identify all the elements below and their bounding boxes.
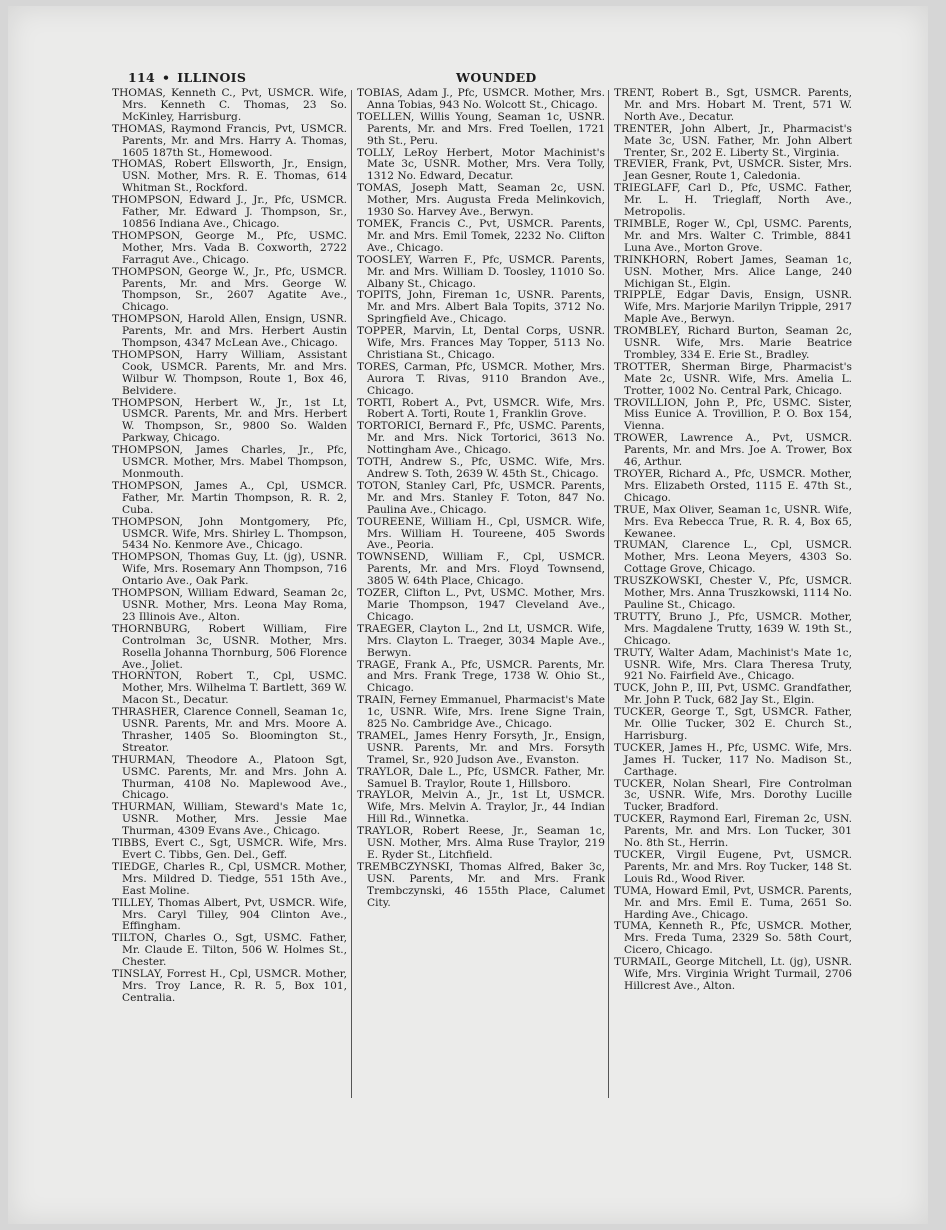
casualty-entry	[357, 398, 605, 422]
entry-surname: TOMAS,	[357, 182, 402, 195]
state-name: ILLINOIS	[177, 70, 247, 85]
entry-surname: TOPITS,	[357, 289, 402, 302]
entry-details: George M., Pfc, USMC. Mother, Mrs. Vada B. Coxworth, 2722 Farragut Ave., Chicago.	[122, 229, 348, 266]
entry-details: Walter Adam, Machinist's Mate 1c, USNR. Wife, Mrs. Clara Theresa Truty, 921 No. Fairfield Ave., Chicago.	[624, 646, 852, 683]
entry-surname: THOMAS,	[112, 122, 166, 135]
casualty-entry	[357, 112, 605, 148]
entry-details: George Mitchell, Lt. (jg), USNR. Wife, Mrs. Virginia Wright Turmail, 2706 Hillcrest Ave., Alton.	[624, 956, 853, 992]
entry-surname: TOPPER,	[357, 325, 407, 338]
entry-surname: TRAYLOR,	[357, 825, 414, 838]
casualty-entry	[614, 124, 852, 160]
entry-details: Warren F., Pfc, USMCR. Parents, Mr. and Mrs. William D. Toosley, 11010 So. Albany St., Chicago.	[367, 253, 605, 290]
entry-surname: TRUTY,	[614, 646, 655, 659]
entry-surname: TROWER,	[614, 432, 668, 445]
casualty-entry	[614, 326, 852, 362]
entry-details: William H., Cpl, USMCR. Wife, Mrs. William H. Toureene, 405 Swords Ave., Peoria.	[367, 515, 605, 552]
page-header	[128, 70, 868, 88]
casualty-entry	[112, 802, 347, 838]
entry-details: Charles O., Sgt, USMC. Father, Mr. Claude E. Tilton, 506 W. Holmes St., Chester.	[122, 932, 347, 969]
entry-details: Marvin, Lt, Dental Corps, USNR. Wife, Mrs. Frances May Topper, 5113 No. Christiana St., Chicago.	[367, 325, 605, 361]
entry-surname: TROVILLION,	[614, 396, 689, 409]
entry-surname: TRAYLOR,	[357, 765, 414, 778]
entry-surname: TRAEGER,	[357, 622, 415, 635]
entry-details: LeRoy Herbert, Motor Machinist's Mate 3c, USNR. Mother, Mrs. Vera Tolly, 1312 No. Edward, Decatur.	[367, 146, 605, 183]
entry-surname: TOOSLEY,	[357, 253, 413, 266]
entry-details: Sherman Birge, Pharmacist's Mate 2c, USNR. Wife, Mrs. Amelia L. Trotter, 1002 No. Central Park, Chicago.	[624, 360, 852, 397]
entry-surname: THOMPSON,	[112, 396, 183, 409]
entry-details: Edgar Davis, Ensign, USNR. Wife, Mrs. Marjorie Marilyn Tripple, 2917 Maple Ave., Berwyn.	[624, 289, 852, 326]
casualty-entry	[112, 481, 347, 517]
column-2	[357, 88, 605, 910]
bullet-separator: •	[162, 70, 171, 85]
entry-surname: TOMEK,	[357, 217, 403, 230]
entry-surname: TORTI,	[357, 396, 396, 409]
entry-surname: TORES,	[357, 360, 399, 373]
entry-details: Roger W., Cpl, USMC. Parents, Mr. and Mrs. Walter C. Trimble, 8841 Luna Ave., Morton Grove.	[624, 217, 852, 254]
entry-details: Clarence Connell, Seaman 1c, USNR. Parents, Mr. and Mrs. Moore A. Thrasher, 1405 So. Bloomington St., Streator.	[122, 706, 347, 754]
entry-surname: TRUTTY,	[614, 610, 662, 623]
entry-details: Bernard F., Pfc, USMC. Parents, Mr. and Mrs. Nick Tortorici, 3613 No. Nottingham Ave., Chicago.	[367, 420, 606, 457]
casualty-entry	[614, 505, 852, 541]
entry-surname: TUMA,	[614, 884, 652, 897]
entry-details: Virgil Eugene, Pvt, USMCR. Parents, Mr. and Mrs. Roy Tucker, 148 St. Louis Rd., Wood River.	[624, 849, 852, 885]
casualty-entry	[614, 255, 852, 291]
casualty-entry	[112, 969, 347, 1005]
entry-surname: THOMPSON,	[112, 515, 183, 528]
entry-surname: TREMBCZYNSKI,	[357, 860, 454, 873]
casualty-entry	[614, 814, 852, 850]
entry-surname: THOMPSON,	[112, 229, 183, 242]
entry-surname: THOMPSON,	[112, 194, 183, 207]
entry-surname: TOLLY,	[357, 146, 396, 159]
casualty-entry	[357, 481, 605, 517]
column-1	[112, 88, 347, 1005]
entry-details: Dale L., Pfc, USMCR. Father, Mr. Samuel B. Traylor, Route 1, Hillsboro.	[367, 765, 605, 790]
entry-details: Robert William, Fire Controlman 3c, USNR. Mother, Mrs. Rosella Johanna Thornburg, 506 Florence Ave., Joliet.	[122, 622, 348, 671]
casualty-entry	[357, 588, 605, 624]
entry-surname: TRAYLOR,	[357, 789, 414, 802]
casualty-entry	[614, 886, 852, 922]
entry-details: Forrest H., Cpl, USMCR. Mother, Mrs. Troy Lance, R. R. 5, Box 101, Centralia.	[122, 968, 347, 1004]
entry-details: Kenneth C., Pvt, USMCR. Wife, Mrs. Kenneth C. Thomas, 23 So. McKinley, Harrisburg.	[122, 87, 347, 123]
entry-surname: TRIEGLAFF,	[614, 182, 681, 195]
casualty-entry	[357, 862, 605, 910]
casualty-entry	[357, 290, 605, 326]
entry-details: Kenneth R., Pfc, USMCR. Mother, Mrs. Freda Tuma, 2329 So. 58th Court, Cicero, Chicago.	[624, 920, 852, 957]
entry-surname: TRUSZKOWSKI,	[614, 575, 703, 588]
casualty-entry	[614, 850, 852, 886]
casualty-entry	[614, 743, 852, 779]
entry-details: Nolan Shearl, Fire Controlman 3c, USNR. Wife, Mrs. Dorothy Lucille Tucker, Bradford.	[624, 777, 852, 814]
casualty-entry	[357, 183, 605, 219]
entry-surname: TRIMBLE,	[614, 217, 670, 230]
entry-details: Francis C., Pvt, USMCR. Parents, Mr. and Mrs. Emil Tomek, 2232 No. Clifton Ave., Chicago.	[367, 217, 605, 254]
entry-surname: TORTORICI,	[357, 420, 425, 433]
casualty-entry	[357, 88, 605, 112]
entry-details: James Henry Forsyth, Jr., Ensign, USNR. Parents, Mr. and Mrs. Forsyth Tramel, Sr., 920 Judson Ave., Evanston.	[367, 729, 605, 766]
entry-details: William, Steward's Mate 1c, USNR. Mother, Mrs. Jessie Mae Thurman, 4309 Evans Ave., Chicago.	[122, 801, 347, 838]
entry-surname: TRUE,	[614, 503, 650, 516]
entry-details: Bruno J., Pfc, USMCR. Mother, Mrs. Magdalene Trutty, 1639 W. 19th St., Chicago.	[624, 610, 852, 647]
casualty-entry	[112, 350, 347, 398]
entry-surname: THOMPSON,	[112, 265, 183, 278]
entry-details: Carl D., Pfc, USMC. Father, Mr. L. H. Trieglaff, North Ave., Metropolis.	[624, 182, 852, 219]
entry-details: Evert C., Sgt, USMCR. Wife, Mrs. Evert C. Tibbs, Gen. Del., Geff.	[122, 837, 347, 861]
entry-details: Herbert W., Jr., 1st Lt, USMCR. Parents, Mr. and Mrs. Herbert W. Thompson, Sr., 9800 So. Walden Parkway, Chicago.	[122, 396, 347, 445]
casualty-entry	[357, 695, 605, 731]
casualty-entry	[614, 183, 852, 219]
entry-details: Robert Ellsworth, Jr., Ensign, USN. Mother, Mrs. R. E. Thomas, 614 Whitman St., Rockford.	[122, 158, 348, 195]
entry-details: Carman, Pfc, USMCR. Mother, Mrs. Aurora T. Rivas, 9110 Brandon Ave., Chicago.	[367, 360, 605, 397]
entry-details: Raymond Francis, Pvt, USMCR. Parents, Mr. and Mrs. Harry A. Thomas, 1605 187th St., Homewood.	[122, 122, 347, 159]
casualty-entry	[112, 159, 347, 195]
entry-details: Max Oliver, Seaman 1c, USNR. Wife, Mrs. Eva Rebecca True, R. R. 4, Box 65, Kewanee.	[624, 503, 852, 540]
entry-details: John, Fireman 1c, USNR. Parents, Mr. and Mrs. Albert Bala Topits, 3712 No. Springfield Ave., Chicago.	[367, 289, 606, 326]
entry-details: John P., III, Pvt, USMC. Grandfather, Mr. John P. Tuck, 682 Jay St., Elgin.	[624, 682, 852, 707]
entry-surname: TUCK,	[614, 682, 650, 695]
casualty-entry	[357, 421, 605, 457]
entry-surname: THOMAS,	[112, 158, 166, 171]
entry-surname: TOUREENE,	[357, 515, 426, 528]
entry-details: Robert B., Sgt, USMCR. Parents, Mr. and Mrs. Hobart M. Trent, 571 W. North Ave., Decatur.	[624, 87, 852, 123]
entry-details: James A., Cpl, USMCR. Father, Mr. Martin Thompson, R. R. 2, Cuba.	[122, 479, 347, 516]
entry-surname: THORNBURG,	[112, 622, 191, 635]
entry-details: Clayton L., 2nd Lt, USMCR. Wife, Mrs. Clayton L. Traeger, 3034 Maple Ave., Berwyn.	[367, 622, 605, 659]
entry-details: James Charles, Jr., Pfc, USMCR. Mother, Mrs. Mabel Thompson, Monmouth.	[122, 444, 347, 480]
entry-surname: TRINKHORN,	[614, 253, 689, 266]
casualty-entry	[614, 159, 852, 183]
casualty-entry	[112, 398, 347, 446]
casualty-entry	[357, 457, 605, 481]
entry-surname: THOMPSON,	[112, 348, 183, 361]
casualty-entry	[112, 862, 347, 898]
casualty-entry	[112, 898, 347, 934]
casualty-entry	[614, 612, 852, 648]
entry-surname: THOMPSON,	[112, 313, 183, 326]
entry-details: Robert A., Pvt, USMCR. Wife, Mrs. Robert A. Torti, Route 1, Franklin Grove.	[367, 396, 605, 421]
casualty-entry	[614, 88, 852, 124]
entry-surname: TRAMEL,	[357, 729, 409, 742]
entry-surname: TILLEY,	[112, 896, 155, 909]
entry-surname: TOELLEN,	[357, 110, 415, 123]
casualty-entry	[614, 290, 852, 326]
entry-details: Edward J., Jr., Pfc, USMCR. Father, Mr. Edward J. Thompson, Sr., 10856 Indiana Ave., Chicago.	[122, 194, 347, 230]
entry-details: Andrew S., Pfc, USMC. Wife, Mrs. Andrew S. Toth, 2639 W. 45th St., Chicago.	[367, 456, 605, 480]
casualty-entry	[614, 433, 852, 469]
entry-details: Thomas Albert, Pvt, USMCR. Wife, Mrs. Caryl Tilley, 904 Clinton Ave., Effingham.	[122, 896, 347, 933]
section-title: WOUNDED	[456, 70, 537, 85]
casualty-entry	[357, 731, 605, 767]
entry-details: Robert T., Cpl, USMC. Mother, Mrs. Wilhelma T. Bartlett, 369 W. Macon St., Decatur.	[122, 670, 347, 707]
casualty-entry	[357, 362, 605, 398]
casualty-entry	[112, 314, 347, 350]
entry-surname: TRUMAN,	[614, 539, 669, 552]
entry-surname: TIBBS,	[112, 837, 150, 850]
entry-details: Theodore A., Platoon Sgt, USMC. Parents, Mr. and Mrs. John A. Thurman, 4108 No. Maplewood Ave., Chicago.	[122, 753, 347, 802]
casualty-entry	[112, 195, 347, 231]
casualty-entry	[357, 624, 605, 660]
entry-details: Richard A., Pfc, USMCR. Mother, Mrs. Elizabeth Orsted, 1115 E. 47th St., Chicago.	[624, 468, 853, 504]
entry-surname: TRAGE,	[357, 658, 400, 671]
entry-details: Ferney Emmanuel, Pharmacist's Mate 1c, USNR. Wife, Mrs. Irene Signe Train, 825 No. Cambridge Ave., Chicago.	[367, 694, 605, 731]
entry-surname: TOTON,	[357, 479, 401, 492]
casualty-entry	[112, 624, 347, 672]
casualty-entry	[112, 445, 347, 481]
entry-surname: TREVIER,	[614, 158, 668, 171]
entry-surname: TOWNSEND,	[357, 551, 429, 564]
entry-details: Frank, Pvt, USMCR. Sister, Mrs. Jean Gesner, Route 1, Caledonia.	[624, 158, 853, 183]
entry-surname: THURMAN,	[112, 753, 176, 766]
entry-details: Thomas Guy, Lt. (jg), USNR. Wife, Mrs. Rosemary Ann Thompson, 716 Ontario Ave., Oak Park.	[122, 551, 347, 588]
casualty-entry	[357, 790, 605, 826]
casualty-entry	[614, 683, 852, 707]
entry-surname: TUCKER,	[614, 849, 666, 861]
casualty-entry	[614, 707, 852, 743]
entry-details: George T., Sgt, USMCR. Father, Mr. Ollie Tucker, 302 E. Church St., Harrisburg.	[624, 706, 852, 742]
entry-surname: TUCKER,	[614, 813, 666, 826]
entry-details: George W., Jr., Pfc, USMCR. Parents, Mr. and Mrs. George W. Thompson, Sr., 2607 Agatite Ave., Chicago.	[122, 265, 347, 314]
casualty-entry	[112, 933, 347, 969]
casualty-entry	[112, 231, 347, 267]
casualty-entry	[614, 648, 852, 684]
entry-surname: THOMAS,	[112, 87, 166, 99]
entry-details: John Albert, Jr., Pharmacist's Mate 3c, USN. Father, Mr. John Albert Trenter, Sr., 202 E. Liberty St., Virginia.	[624, 122, 852, 159]
entry-surname: TRENT,	[614, 87, 655, 99]
entry-details: Adam J., Pfc, USMCR. Mother, Mrs. Anna Tobias, 943 No. Wolcott St., Chicago.	[367, 87, 605, 111]
entry-details: Raymond Earl, Fireman 2c, USN. Parents, Mr. and Mrs. Lon Tucker, 301 No. 8th St., Herrin.	[624, 813, 853, 850]
entry-surname: THOMPSON,	[112, 479, 183, 492]
casualty-entry	[112, 755, 347, 803]
entry-surname: TRAIN,	[357, 694, 396, 707]
entry-details: John P., Pfc, USMC. Sister, Miss Eunice A. Trovillion, P. O. Box 154, Vienna.	[624, 396, 852, 433]
casualty-entry	[357, 767, 605, 791]
casualty-entry	[614, 219, 852, 255]
casualty-entry	[357, 552, 605, 588]
entry-details: Joseph Matt, Seaman 2c, USN. Mother, Mrs. Augusta Freda Melinkovich, 1930 So. Harvey Ave., Berwyn.	[367, 182, 605, 219]
entry-surname: TROMBLEY,	[614, 325, 681, 338]
casualty-entry	[112, 552, 347, 588]
entry-details: Stanley Carl, Pfc, USMCR. Parents, Mr. and Mrs. Stanley F. Toton, 847 No. Paulina Ave., Chicago.	[367, 479, 605, 516]
entry-details: Clarence L., Cpl, USMCR. Mother, Mrs. Leona Meyers, 4303 So. Cottage Grove, Chicago.	[624, 539, 852, 576]
entry-surname: TUMA,	[614, 920, 652, 933]
page-number: 114	[128, 70, 155, 85]
entry-surname: THRASHER,	[112, 706, 180, 719]
entry-details: Clifton L., Pvt, USMC. Mother, Mrs. Marie Thompson, 1947 Cleveland Ave., Chicago.	[367, 587, 605, 623]
entry-surname: THOMPSON,	[112, 551, 183, 564]
casualty-entry	[112, 124, 347, 160]
casualty-entry	[614, 469, 852, 505]
entry-surname: THOMPSON,	[112, 587, 183, 600]
casualty-entry	[112, 671, 347, 707]
casualty-entry	[357, 826, 605, 862]
entry-details: Robert James, Seaman 1c, USN. Mother, Mrs. Alice Lange, 240 Michigan St., Elgin.	[624, 253, 852, 290]
entry-details: Frank A., Pfc, USMCR. Parents, Mr. and Mrs. Frank Trege, 1738 W. Ohio St., Chicago.	[367, 658, 605, 695]
entry-surname: TOZER,	[357, 587, 400, 600]
entry-surname: TIEDGE,	[112, 860, 160, 873]
entry-surname: TOTH,	[357, 456, 393, 469]
entry-surname: TOBIAS,	[357, 87, 403, 99]
casualty-entry	[357, 148, 605, 184]
casualty-entry	[112, 267, 347, 315]
column-3	[614, 88, 852, 993]
entry-details: Howard Emil, Pvt, USMCR. Parents, Mr. and Mrs. Emil E. Tuma, 2651 So. Harding Ave., Chicago.	[624, 884, 852, 921]
entry-surname: TINSLAY,	[112, 968, 164, 981]
entry-details: Lawrence A., Pvt, USMCR. Parents, Mr. and Mrs. Joe A. Trower, Box 46, Arthur.	[624, 432, 852, 469]
casualty-entry	[614, 576, 852, 612]
casualty-entry	[112, 707, 347, 755]
entry-details: William F., Cpl, USMCR. Parents, Mr. and Mrs. Floyd Townsend, 3805 W. 64th Place, Chicago.	[367, 551, 605, 588]
entry-details: John Montgomery, Pfc, USMCR. Wife, Mrs. Shirley L. Thompson, 5434 No. Kenmore Ave., Chicago.	[122, 515, 347, 552]
entry-details: William Edward, Seaman 2c, USNR. Mother, Mrs. Leona May Roma, 23 Illinois Ave., Alton.	[122, 587, 347, 623]
entry-surname: TUCKER,	[614, 741, 666, 754]
casualty-entry	[357, 219, 605, 255]
column-divider	[608, 90, 609, 1098]
casualty-entry	[112, 588, 347, 624]
entry-surname: THORNTON,	[112, 670, 182, 683]
casualty-entry	[614, 957, 852, 993]
entry-surname: TILTON,	[112, 932, 158, 945]
casualty-entry	[112, 88, 347, 124]
entry-details: Harry William, Assistant Cook, USMCR. Parents, Mr. and Mrs. Wilbur W. Thompson, Route 1, Box 46, Belvidere.	[122, 348, 347, 397]
entry-details: Melvin A., Jr., 1st Lt, USMCR. Wife, Mrs. Melvin A. Traylor, Jr., 44 Indian Hill Rd., Winnetka.	[367, 789, 605, 826]
entry-surname: TRENTER,	[614, 122, 673, 135]
casualty-entry	[357, 660, 605, 696]
entry-surname: TURMAIL,	[614, 956, 672, 969]
casualty-entry	[357, 326, 605, 362]
entry-surname: TUCKER,	[614, 706, 666, 719]
casualty-entry	[614, 362, 852, 398]
casualty-entry	[614, 779, 852, 815]
entry-surname: THOMPSON,	[112, 444, 183, 457]
casualty-entry	[614, 540, 852, 576]
entry-details: Charles R., Cpl, USMCR. Mother, Mrs. Mildred D. Tiedge, 551 15th Ave., East Moline.	[122, 860, 347, 897]
column-divider	[351, 90, 352, 1098]
entry-details: Robert Reese, Jr., Seaman 1c, USN. Mother, Mrs. Alma Ruse Traylor, 219 E. Ryder St., Litchfield.	[367, 825, 606, 861]
casualty-entry	[112, 517, 347, 553]
entry-details: James H., Pfc, USMC. Wife, Mrs. James H. Tucker, 117 No. Madison St., Carthage.	[624, 741, 853, 778]
casualty-entry	[357, 517, 605, 553]
casualty-entry	[112, 838, 347, 862]
entry-surname: TUCKER,	[614, 777, 666, 790]
casualty-entry	[614, 921, 852, 957]
entry-surname: TROYER,	[614, 468, 664, 480]
entry-surname: TRIPPLE,	[614, 289, 666, 302]
entry-surname: THURMAN,	[112, 801, 176, 814]
entry-details: Willis Young, Seaman 1c, USNR. Parents, Mr. and Mrs. Fred Toellen, 1721 9th St., Peru.	[367, 110, 605, 147]
entry-details: Richard Burton, Seaman 2c, USNR. Wife, Mrs. Marie Beatrice Trombley, 334 E. Erie St., Bradley.	[624, 325, 852, 361]
casualty-entry	[357, 255, 605, 291]
entry-details: Chester V., Pfc, USMCR. Mother, Mrs. Anna Truszkowski, 1114 No. Pauline St., Chicago.	[624, 575, 852, 611]
entry-surname: TROTTER,	[614, 360, 672, 373]
casualty-entry	[614, 398, 852, 434]
entry-details: Harold Allen, Ensign, USNR. Parents, Mr. and Mrs. Herbert Austin Thompson, 4347 McLean Ave., Chicago.	[122, 313, 347, 350]
entry-details: Thomas Alfred, Baker 3c, USN. Parents, Mr. and Mrs. Frank Trembczynski, 46 155th Place, Calumet City.	[367, 860, 605, 909]
